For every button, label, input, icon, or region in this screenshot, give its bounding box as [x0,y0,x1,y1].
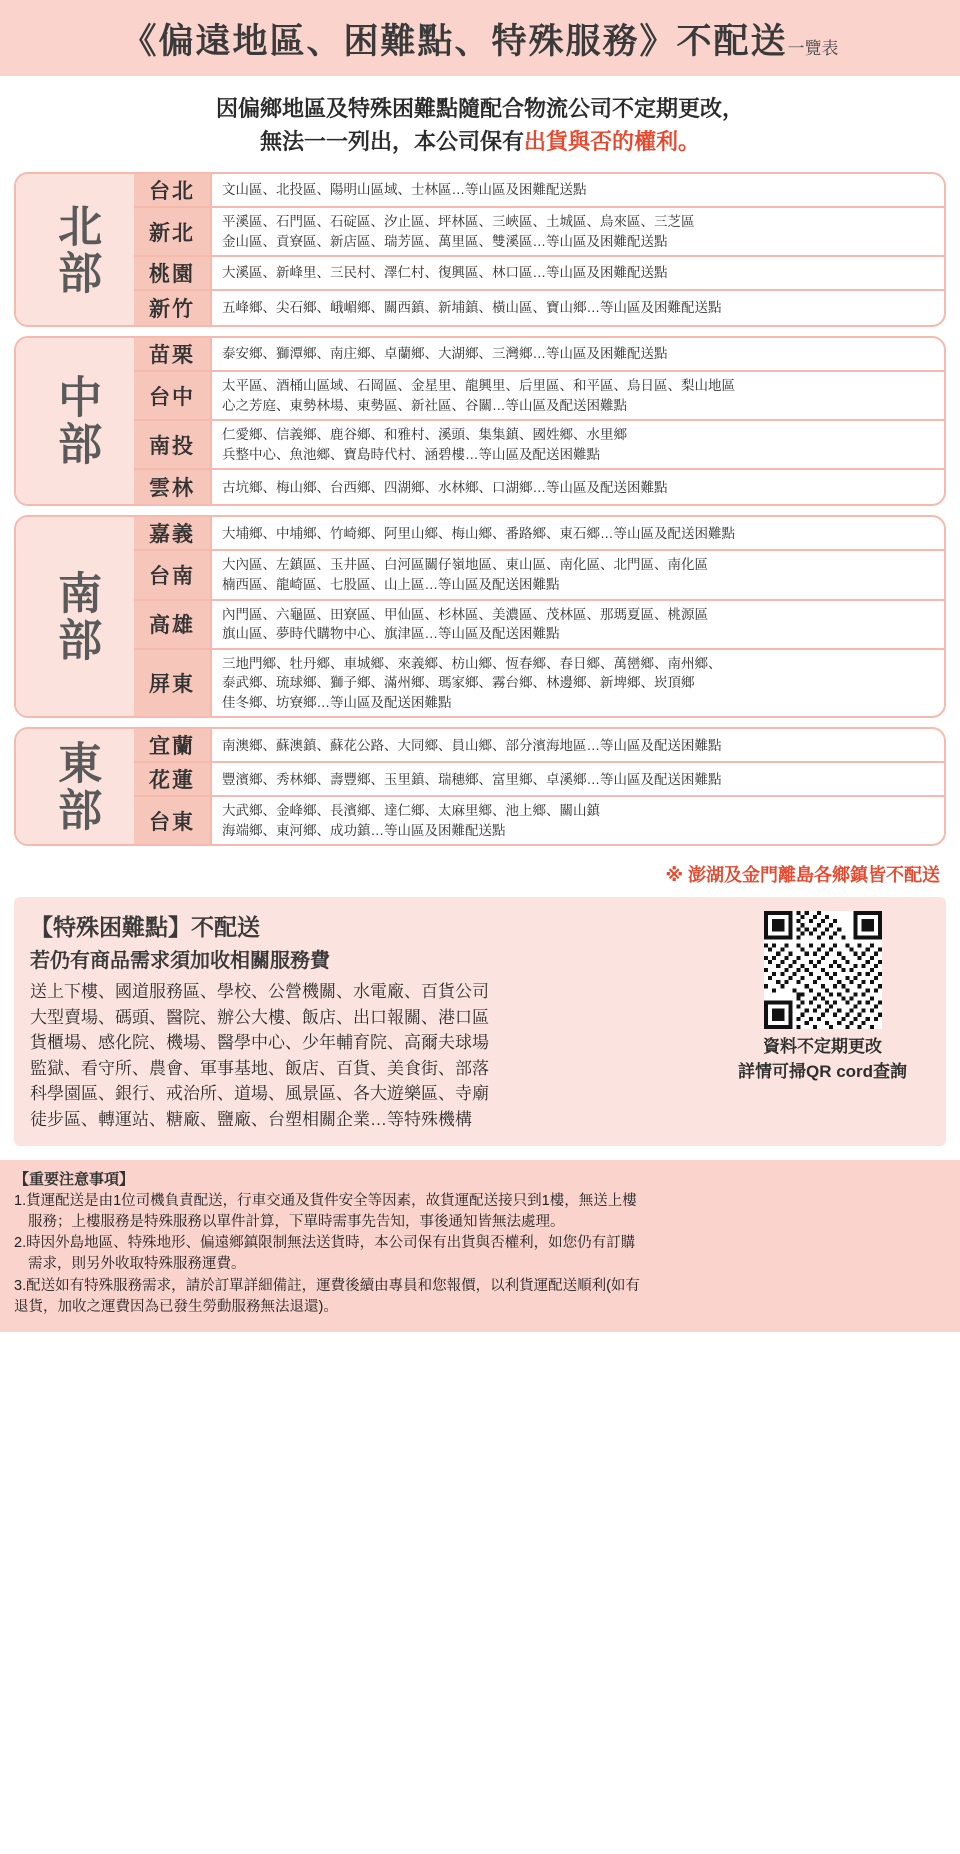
page-title: 《偏遠地區、困難點、特殊服務》不配送 [121,22,788,61]
table-row [134,551,944,600]
special-block [14,897,946,1146]
city-areas [212,291,944,325]
special-line: 送上下樓、國道服務區、學校、公營機關、水電廠、百貨公司 [30,982,489,1002]
qr-note-line-2: 詳情可掃QR cord查詢 [737,1062,908,1082]
notice-block [0,76,960,168]
area-line: 泰安鄉、獅潭鄉、南庄鄉、卓蘭鄉、大湖鄉、三灣鄉…等山區及困難配送點 [222,346,668,362]
city-label: 新竹 [134,291,212,325]
city-label: 雲林 [134,470,212,504]
area-line: 平溪區、石門區、石碇區、汐止區、坪林區、三峽區、土城區、烏來區、三芝區 [222,214,695,229]
table-row [134,729,944,763]
footer-item-number: 1. [14,1193,27,1210]
city-areas [212,551,944,598]
footer-item-text: 退貨，加收之運費因為已發生勞動服務無法退還)。 [14,1298,338,1315]
footer-item-text: 需求，則另外收取特殊服務運費。 [28,1256,246,1273]
footer-title: 【重要注意事項】 [14,1171,135,1189]
city-label: 南投 [134,421,212,468]
area-line: 文山區、北投區、陽明山區域、士林區…等山區及困難配送點 [222,182,587,198]
footer-item [14,1233,946,1275]
city-areas [212,421,944,468]
table-row [134,797,944,844]
area-line: 佳冬鄉、坊寮鄉…等山區及配送困難點 [222,694,452,710]
city-areas [212,797,944,844]
special-title: 【特殊困難點】不配送 [30,914,260,941]
footer-item [14,1191,946,1233]
area-line: 海端鄉、東河鄉、成功鎮…等山區及困難配送點 [222,822,506,838]
area-line: 大溪區、新峰里、三民村、澤仁村、復興區、林口區…等山區及困難配送點 [222,265,668,281]
region-east [14,727,946,846]
notice-line-1: 因偏鄉地區及特殊困難點隨配合物流公司不定期更改， [215,96,744,121]
city-label: 屏東 [134,650,212,717]
island-note: ※ 澎湖及金門離島各鄉鎮皆不配送 [665,865,940,886]
table-row [134,763,944,797]
area-line: 泰武鄉、琉球鄉、獅子鄉、滿州鄉、瑪家鄉、霧台鄉、林邊鄉、新埤鄉、崁頂鄉 [222,675,695,691]
table-row [134,601,944,650]
city-label: 宜蘭 [134,729,212,761]
city-label: 桃園 [134,257,212,289]
city-areas [212,729,944,761]
table-row [134,650,944,717]
footer-item-text: 服務；上樓服務是特殊服務以單件計算，下單時需事先告知，事後通知皆無法處理。 [28,1214,565,1231]
region-north [14,172,946,327]
area-line: 楠西區、龍崎區、七股區、山上區…等山區及配送困難點 [222,576,560,592]
area-line: 心之芳庭、東勢林場、東勢區、新社區、谷關…等山區及配送困難點 [222,397,627,413]
notice-line-2 [0,125,960,158]
special-line: 貨櫃場、感化院、機場、醫學中心、少年輔育院、高爾夫球場 [30,1033,489,1053]
area-line: 大埔鄉、中埔鄉、竹崎鄉、阿里山鄉、梅山鄉、番路鄉、東石鄉…等山區及配送困難點 [222,525,735,541]
special-line: 科學園區、銀行、戒治所、道場、風景區、各大遊樂區、寺廟 [30,1084,489,1104]
table-row [134,372,944,421]
notice-line-2-plain: 無法一一列出，本公司保有 [259,129,524,154]
city-label: 台南 [134,551,212,598]
area-line: 太平區、酒桶山區域、石岡區、金星里、龍興里、后里區、和平區、烏日區、梨山地區 [222,378,735,394]
special-left [30,909,715,1132]
area-line: 大武鄉、金峰鄉、長濱鄉、達仁鄉、太麻里鄉、池上鄉、關山鎮 [222,803,600,819]
city-areas [212,763,944,795]
footer-item-text: 時因外島地區、特殊地形、偏遠鄉鎮限制無法送貨時，本公司保有出貨與否權利，如您仍有訂購 [26,1235,636,1252]
city-label: 台中 [134,372,212,419]
table-row [134,291,944,325]
city-areas [212,372,944,419]
region-central [14,336,946,506]
region-rows-east [134,729,944,844]
table-row [134,257,944,291]
table-row [134,338,944,372]
region-table [0,168,960,846]
city-areas [212,208,944,255]
city-areas [212,470,944,504]
table-row [134,208,944,257]
city-label: 高雄 [134,601,212,648]
area-line: 兵整中心、魚池鄉、寶島時代村、涵碧樓…等山區及配送困難點 [222,446,600,462]
city-areas [212,601,944,648]
city-areas [212,257,944,289]
area-line: 五峰鄉、尖石鄉、峨嵋鄉、關西鎮、新埔鎮、橫山區、寶山鄉…等山區及困難配送點 [222,300,722,316]
special-subtitle: 若仍有商品需求須加收相關服務費 [30,950,330,973]
city-label: 台北 [134,174,212,206]
table-row [134,174,944,208]
region-south [14,515,946,718]
page-subtitle: 一覽表 [787,39,839,58]
area-line: 大內區、左鎮區、玉井區、白河區關仔嶺地區、東山區、南化區、北門區、南化區 [222,557,708,573]
area-line: 三地門鄉、牡丹鄉、車城鄉、來義鄉、枋山鄉、恆春鄉、春日鄉、萬巒鄉、南州鄉、 [222,655,722,671]
area-line: 金山區、貢寮區、新店區、瑞芳區、萬里區、雙溪區…等山區及困難配送點 [222,233,668,249]
region-rows-north [134,174,944,325]
area-line: 南澳鄉、蘇澳鎮、蘇花公路、大同鄉、員山鄉、部分濱海地區…等山區及配送困難點 [222,737,722,753]
area-line: 旗山區、夢時代購物中心、旗津區…等山區及配送困難點 [222,626,560,642]
special-right [715,909,930,1084]
footer-item-number: 3. [14,1277,27,1294]
qr-code-icon [764,911,882,1029]
city-areas [212,338,944,370]
page-header [0,0,960,76]
area-line: 豐濱鄉、秀林鄉、壽豐鄉、玉里鎮、瑞穗鄉、富里鄉、卓溪鄉…等山區及配送困難點 [222,771,722,787]
table-row [134,421,944,470]
footer-item-text: 配送如有特殊服務需求，請於訂單詳細備註，運費後續由專員和您報價，以利貨運配送順利(如有 [26,1277,640,1294]
table-row [134,470,944,504]
city-areas [212,517,944,549]
table-row [134,517,944,551]
special-line: 大型賣場、碼頭、醫院、辦公大樓、飯店、出口報關、港口區 [30,1007,489,1027]
notice-line-2-highlight: 出貨與否的權利。 [524,129,701,154]
city-label: 嘉義 [134,517,212,549]
footer-item-text: 貨運配送是由1位司機負責配送，行車交通及貨件安全等因素，故貨運配送接只到1樓，無送上樓 [26,1193,637,1210]
area-line: 古坑鄉、梅山鄉、台西鄉、四湖鄉、水林鄉、口湖鄉…等山區及配送困難點 [222,479,668,495]
region-label-south: 南部 [16,517,134,716]
footer-item [14,1276,946,1318]
region-label-central: 中部 [16,338,134,504]
city-label: 苗栗 [134,338,212,370]
area-line: 仁愛鄉、信義鄉、鹿谷鄉、和雅村、溪頭、集集鎮、國姓鄉、水里鄉 [222,427,627,443]
qr-code-svg [764,911,882,1029]
special-list [30,979,715,1132]
qr-note-line-1: 資料不定期更改 [763,1037,882,1057]
city-areas [212,650,944,717]
footer-notes [0,1160,960,1331]
footer-item-number: 2. [14,1235,27,1252]
city-label: 花蓮 [134,763,212,795]
special-line: 監獄、看守所、農會、軍事基地、飯店、百貨、美食街、部落 [30,1058,489,1078]
region-rows-central [134,338,944,504]
area-line: 內門區、六龜區、田寮區、甲仙區、杉林區、美濃區、茂林區、那瑪夏區、桃源區 [222,606,708,622]
region-label-east: 東部 [16,729,134,844]
city-label: 新北 [134,208,212,255]
city-areas [212,174,944,206]
region-rows-south [134,517,944,716]
special-line: 徒步區、轉運站、糖廠、鹽廠、台塑相關企業…等特殊機構 [30,1109,472,1129]
region-label-north: 北部 [16,174,134,325]
city-label: 台東 [134,797,212,844]
